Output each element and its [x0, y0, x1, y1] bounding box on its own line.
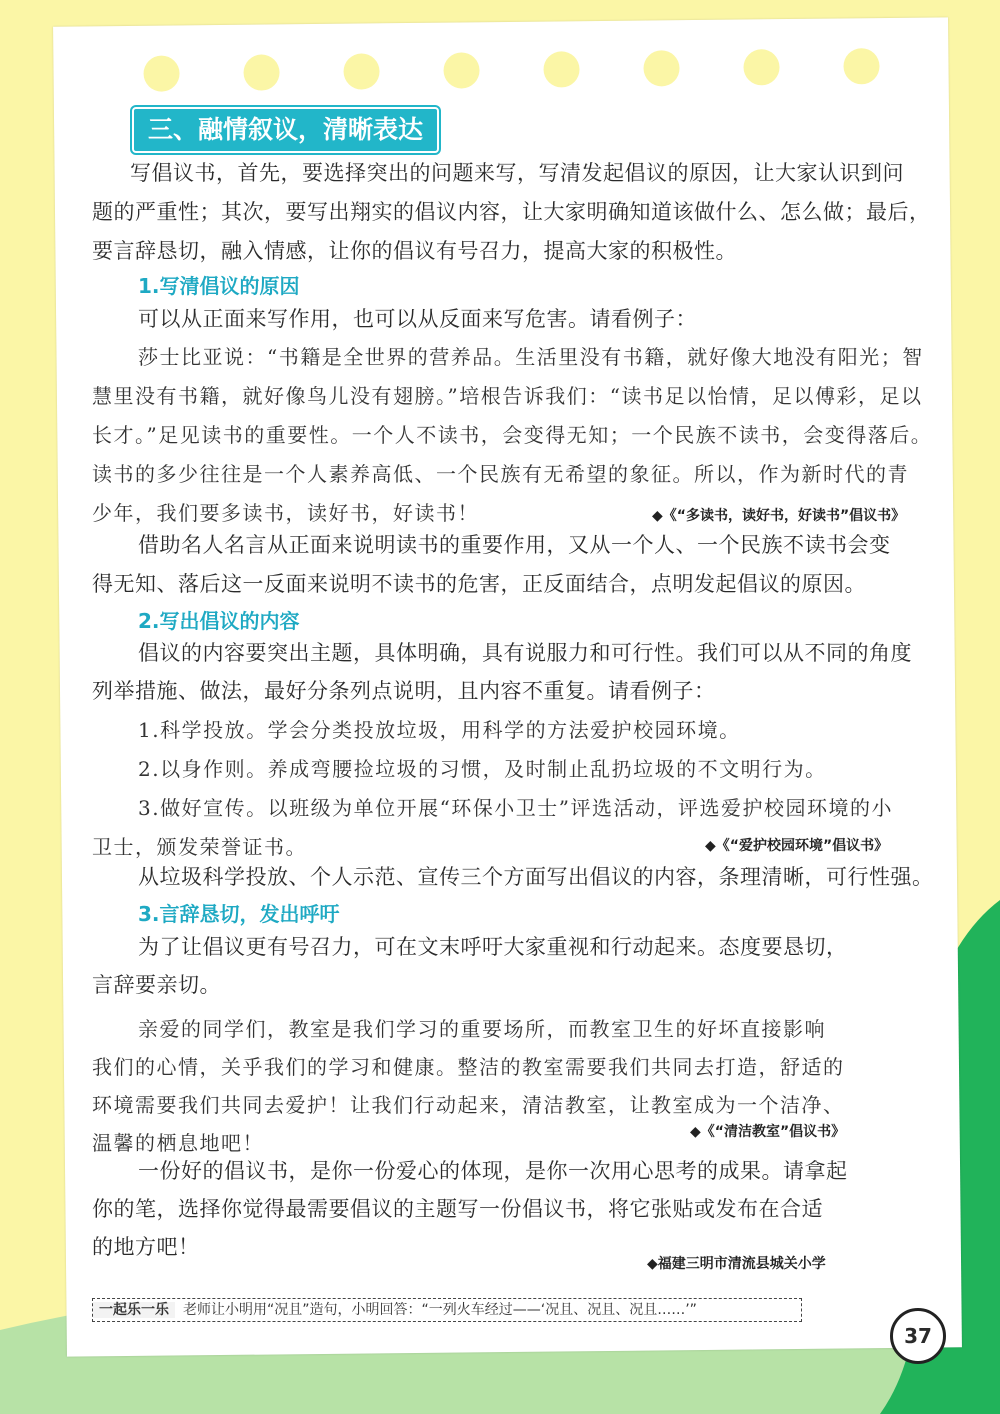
joke-footer — [92, 1298, 802, 1322]
intro-line: 写倡议书，首先，要选择突出的问题来写，写清发起倡议的原因，让大家认识到问 — [130, 161, 904, 185]
page-number: 37 — [890, 1308, 946, 1364]
subheading-content: 2.写出倡议的内容 — [138, 609, 300, 633]
example-list-item: 3.做好宣传。以班级为单位开展“环保小卫士”评选活动，评选爱护校园环境的小 — [138, 796, 894, 820]
lead-text: 倡议的内容要突出主题，具体明确，具有说服力和可行性。我们可以从不同的角度 — [138, 641, 912, 665]
lead-text: 言辞要亲切。 — [92, 973, 221, 997]
lead-text: 列举措施、做法，最好分条列点说明，且内容不重复。请看例子： — [92, 679, 716, 703]
binder-hole — [443, 52, 479, 88]
binder-hole — [743, 49, 779, 85]
joke-tag: 一起乐一乐 — [93, 1302, 175, 1318]
binder-hole — [543, 51, 579, 87]
binder-hole — [843, 48, 879, 84]
closing-line: 你的笔，选择你觉得最需要倡议的主题写一份倡议书，将它张贴或发布在合适 — [92, 1197, 823, 1221]
example-quote-line: 环境需要我们共同去爱护！让我们行动起来，清洁教室，让教室成为一个洁净、 — [92, 1093, 845, 1117]
closing-line: 一份好的倡议书，是你一份爱心的体现，是你一次用心思考的成果。请拿起 — [138, 1159, 848, 1183]
lead-text: 为了让倡议更有号召力，可在文末呼吁大家重视和行动起来。态度要恳切， — [138, 935, 848, 959]
author-credit: ◆福建三明市清流县城关小学 — [647, 1256, 826, 1272]
binder-hole — [343, 53, 379, 89]
lead-text: 可以从正面来写作用，也可以从反面来写危害。请看例子： — [138, 307, 697, 331]
example-quote-line: 温馨的栖息地吧！ — [92, 1131, 264, 1155]
example-quote-line: 莎士比亚说：“书籍是全世界的营养品。生活里没有书籍，就好像大地没有阳光；智 — [138, 345, 924, 369]
example-quote-line: 少年，我们要多读书，读好书，好读书！ — [92, 501, 479, 525]
section-title: 三、融情叙议，清晰表达 — [132, 107, 439, 153]
note-line: 从垃圾科学投放、个人示范、宣传三个方面写出倡议的内容，条理清晰，可行性强。 — [138, 865, 934, 889]
example-list-item: 卫士，颁发荣誉证书。 — [92, 835, 307, 859]
intro-line: 要言辞恳切，融入情感，让你的倡议有号召力，提高大家的积极性。 — [92, 239, 737, 263]
example-quote-line: 我们的心情，关乎我们的学习和健康。整洁的教室需要我们共同去打造，舒适的 — [92, 1055, 845, 1079]
joke-text: 老师让小明用“况且”造句，小明回答：“一列火车经过——‘况且、况且、况且……’” — [183, 1302, 697, 1318]
example-quote-line: 慧里没有书籍，就好像鸟儿没有翅膀。”培根告诉我们：“读书足以怡情，足以傅彩，足以 — [92, 384, 923, 408]
binder-hole — [243, 54, 279, 90]
binder-hole — [143, 55, 179, 91]
subheading-reason: 1.写清倡议的原因 — [138, 274, 300, 298]
closing-line: 的地方吧！ — [92, 1235, 200, 1259]
example-list-item: 1.科学投放。学会分类投放垃圾，用科学的方法爱护校园环境。 — [138, 718, 741, 742]
source-citation: ◆《“清洁教室”倡议书》 — [690, 1124, 846, 1140]
intro-line: 题的严重性；其次，要写出翔实的倡议内容，让大家明确知道该做什么、怎么做；最后， — [92, 200, 931, 224]
note-line: 借助名人名言从正面来说明读书的重要作用，又从一个人、一个民族不读书会变 — [138, 533, 891, 557]
source-citation: ◆《“爱护校园环境”倡议书》 — [705, 838, 889, 854]
example-list-item: 2.以身作则。养成弯腰捡垃圾的习惯，及时制止乱扔垃圾的不文明行为。 — [138, 757, 827, 781]
binder-hole — [643, 50, 679, 86]
source-citation: ◆《“多读书，读好书，好读书”倡议书》 — [652, 508, 906, 524]
subheading-appeal: 3.言辞恳切，发出呼吁 — [138, 902, 340, 926]
example-quote-line: 读书的多少往往是一个人素养高低、一个民族有无希望的象征。所以，作为新时代的青 — [92, 462, 909, 486]
example-quote-line: 长才。”足见读书的重要性。一个人不读书，会变得无知；一个民族不读书，会变得落后。 — [92, 423, 933, 447]
example-quote-line: 亲爱的同学们，教室是我们学习的重要场所，而教室卫生的好坏直接影响 — [138, 1017, 826, 1041]
note-line: 得无知、落后这一反面来说明不读书的危害，正反面结合，点明发起倡议的原因。 — [92, 572, 866, 596]
